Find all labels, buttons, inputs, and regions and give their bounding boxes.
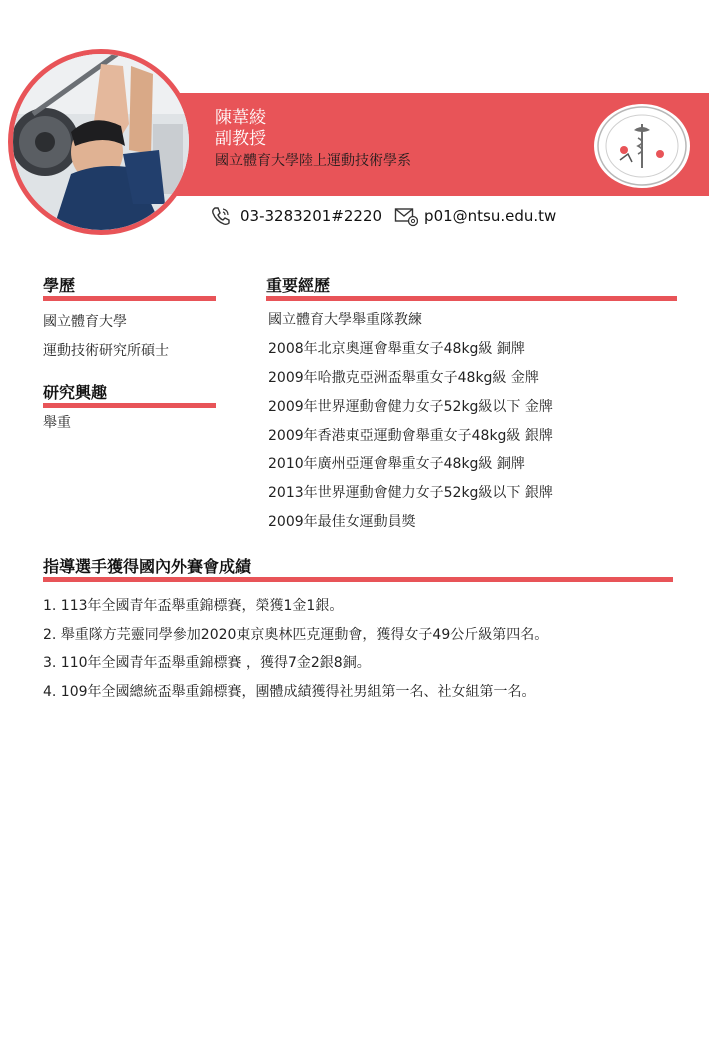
email-address: p01@ntsu.edu.tw (424, 207, 557, 225)
achievement-item: 4. 109年全國總統盃舉重錦標賽，團體成績獲得社男組第一名、社女組第一名。 (43, 684, 536, 701)
achievement-item: 1. 113年全國青年盃舉重錦標賽，榮獲1金1銀。 (43, 598, 344, 614)
person-title: 副教授 (215, 129, 266, 149)
achievement-item: 2. 舉重隊方芫靈同學參加2020東京奧林匹克運動會，獲得女子49公斤級第四名。 (43, 626, 549, 643)
name-block (215, 108, 411, 172)
research-line: 舉重 (43, 415, 71, 431)
achievement-item: 3. 110年全國青年盃舉重錦標賽 ，獲得7金2銀8銅。 (43, 655, 371, 672)
experience-list (268, 309, 553, 540)
achievements-divider (43, 577, 673, 582)
phone-number: 03-3283201#2220 (240, 207, 383, 225)
education-line: 運動技術研究所碩士 (43, 343, 169, 359)
education-heading: 學歷 (43, 276, 76, 295)
profile-photo (8, 49, 194, 235)
experience-item: 2009年香港東亞運動會舉重女子48kg級 銀牌 (268, 427, 553, 444)
achievements-list (43, 595, 548, 710)
experience-item: 2009年世界運動會健力女子52kg級以下 金牌 (268, 398, 553, 415)
phone-icon (210, 205, 232, 227)
experience-item: 2009年哈撒克亞洲盃舉重女子48kg級 金牌 (268, 369, 539, 386)
experience-heading: 重要經歷 (266, 276, 331, 295)
research-divider (43, 403, 216, 408)
person-name: 陳葦綾 (215, 108, 266, 128)
experience-divider (266, 296, 677, 301)
lab-seal-logo (594, 104, 690, 188)
department: 國立體育大學陸上運動技術學系 (215, 153, 411, 169)
education-line: 國立體育大學 (43, 314, 127, 330)
research-heading: 研究興趣 (43, 383, 108, 402)
contact-row (210, 205, 568, 227)
experience-item: 2013年世界運動會健力女子52kg級以下 銀牌 (268, 485, 553, 502)
experience-item: 國立體育大學舉重隊教練 (268, 312, 422, 328)
experience-item: 2008年北京奧運會舉重女子48kg級 銅牌 (268, 340, 525, 357)
email-icon (394, 205, 416, 227)
education-divider (43, 296, 216, 301)
experience-item: 2009年最佳女運動員獎 (268, 514, 416, 531)
achievements-heading: 指導選手獲得國內外賽會成績 (43, 557, 252, 576)
experience-item: 2010年廣州亞運會舉重女子48kg級 銅牌 (268, 456, 525, 473)
